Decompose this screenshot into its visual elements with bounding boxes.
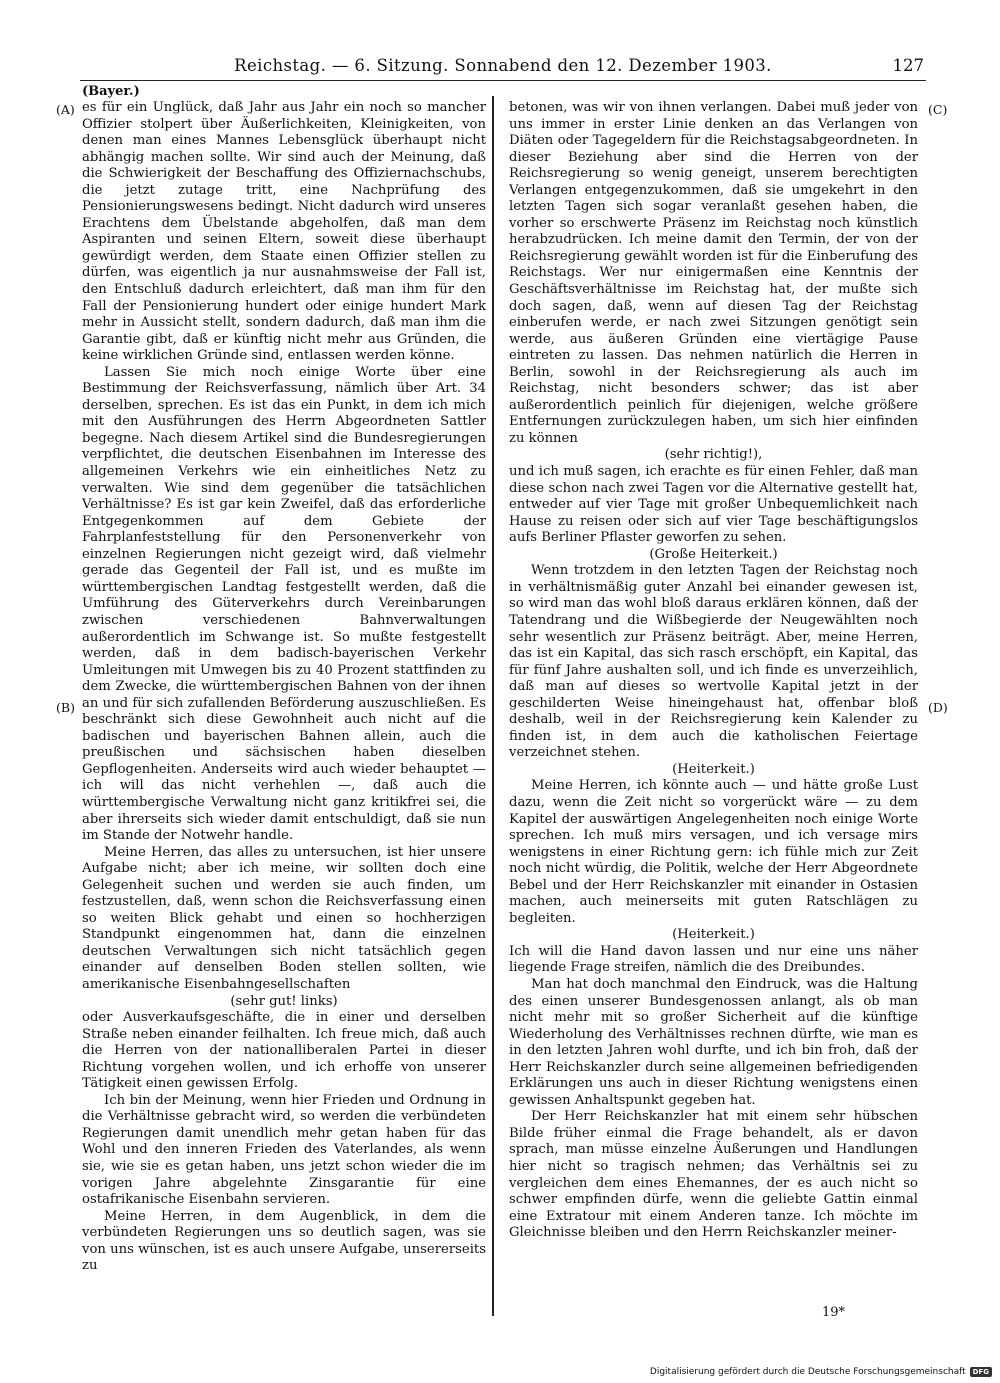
paragraph: Meine Herren, ich könnte auch — und hätte große Lust dazu, wenn die Zeit nicht so vorgerückt wäre — zu dem Kapitel der auswärtigen Angelegenheiten noch einige Worte sprechen. Ich muß mirs versagen, und ich versage mirs wenigstens in einer Richtung gern: ich fühle mich zur Zeit noch nicht würdig, die Politik, welche der Herr Abgeordnete Bebel und der Herr Reichskanzler mit einander in Ostasien machen, auch meinerseits mit guten Ratschlägen zu begleiten. [509,778,918,926]
paragraph: Ich bin der Meinung, wenn hier Frieden und Ordnung in die Verhältnisse gebracht wird, so werden die verbündeten Regierungen damit unendlich mehr getan haben für das Wohl und den inneren Frieden des Vaterlandes, als wenn sie, wie sie es getan haben, uns jetzt schon wieder die im vorigen Jahre abgelehnte Zinsgarantie für eine ostafrikanische Eisenbahn servieren. [82,1092,486,1208]
page-number: 127 [892,56,924,75]
paragraph: oder Ausverkaufsgeschäfte, die in einer und derselben Straße neben einander feilhalten. Ich freue mich, daß auch die Herren von der nationalliberalen Partei in dieser Richtung vorgehen wollen, und ich erhoffe von unserer Tätigkeit einen gewissen Erfolg. [82,1010,486,1092]
interjection: (Heiterkeit.) [672,927,755,943]
margin-mark-d: (D) [928,700,948,715]
margin-mark-b: (B) [56,700,75,715]
interjection: (sehr gut! links) [230,993,338,1009]
paragraph: Wenn trotzdem in den letzten Tagen der Reichstag noch in verhältnismäßig guter Anzahl bei einander gewesen ist, so wird man das wohl bloß daraus erklären können, daß der Tatendrang und die Wißbegierde der Neugewählten noch sehr wesentlich zur Präsenz beiträgt. Aber, meine Herren, das ist ein Kapital, das sich rasch erschöpft, ein Kapital, das für fünf Jahre aushalten soll, und ich finde es unverzeihlich, daß man auf dieses so wertvolle Kapital jetzt in der geschilderten Weise hineingehaust hat, offenbar bloß deshalb, weil in der Reichsregierung kein Kalender zu finden ist, in dem auch die katholischen Feiertage verzeichnet stehen. [509,563,918,761]
page-header [80,54,926,81]
paragraph: Der Herr Reichskanzler hat mit einem sehr hübschen Bilde früher einmal die Frage behandelt, als er davon sprach, man müsse einzelne Äußerungen und Handlungen hier nicht so tragisch nehmen; das Verhältnis sei zu vergleichen dem eines Ehemannes, der es auch nicht so schwer empfinden dürfe, wenn die geliebte Gattin einmal eine Extratour mit einem Anderen tanze. Ich möchte im Gleichnisse bleiben und den Herrn Reichskanzler meiner- [509,1109,918,1241]
paragraph: betonen, was wir von ihnen verlangen. Dabei muß jeder von uns immer in erster Linie denken an das Verlangen von Diäten oder Tagegeldern für die Reichstagsabgeordneten. In dieser Beziehung aber sind die Herren von der Reichsregierung so wenig geneigt, unserem berechtigten Verlangen entgegenzukommen, daß sie umgekehrt in den letzten Tagen sich sogar veranlaßt gesehen haben, die vorher so erschwerte Präsenz im Reichstag noch künstlich herabzudrücken. Ich meine damit den Termin, der von der Reichsregierung gewählt worden ist für die Einberufung des Reichstags. Wer nur einigermaßen eine Kenntnis der Geschäftsverhältnisse im Reichstag hat, der mußte sich doch sagen, daß, wenn auf diesen Tag der Reichstag einberufen werde, er nach zwei Sitzungen genötigt sein werde, aus äußeren Gründen eine viertägige Pause eintreten zu lassen. Das nehmen natürlich die Herren in Berlin, sowohl in der Reichsregierung als auch im Reichstag, nicht besonders schwer; das ist aber außerordentlich peinlich für diejenigen, welche größere Entfernungen zurückzulegen haben, um sich hier einfinden zu können [509,100,918,446]
signature-mark: 19* [822,1305,846,1320]
speaker-label: (Bayer.) [82,84,140,99]
paragraph: und ich muß sagen, ich erachte es für einen Fehler, daß man diese schon nach zwei Tagen vor die Alternative gestellt hat, entweder auf vier Tage mit großer Unbequemlichkeit nach Hause zu reisen oder sich auf vier Tage beschäftigungslos aufs Berliner Pflaster geworfen zu sehen. [509,464,918,546]
interjection: (Große Heiterkeit.) [649,546,778,562]
margin-mark-c: (C) [928,102,948,117]
margin-mark-a: (A) [56,102,75,117]
interjection: (Heiterkeit.) [672,761,755,777]
running-title: Reichstag. — 6. Sitzung. Sonnabend den 12. Dezember 1903. [234,56,772,75]
dfg-logo-icon: DFG [970,1367,992,1377]
column-divider [492,96,494,1316]
digitization-credit [650,1367,992,1377]
paragraph: Meine Herren, in dem Augenblick, in dem die verbündeten Regierungen uns so deutlich sagen, was sie von uns wünschen, ist es auch unsere Aufgabe, unsererseits zu [82,1208,486,1274]
credit-text: Digitalisierung gefördert durch die Deutsche Forschungsgemeinschaft [649,1367,966,1377]
paragraph: Meine Herren, das alles zu untersuchen, ist hier unsere Aufgabe nicht; aber ich meine, wir sollten doch eine Gelegenheit suchen und werden sie auch finden, um festzustellen, daß, wenn schon die Reichsverfassung einen so weiten Blick gehabt und einen so hochherzigen Standpunkt eingenommen hat, dann die einzelnen deutschen Verwaltungen sich nicht tatsächlich gegen einander auf denselben Boden stellen sollten, wie amerikanische Eisenbahngesellschaften [82,844,486,992]
paragraph: Man hat doch manchmal den Eindruck, was die Haltung des einen unserer Bundesgenossen anlangt, als ob man nicht mehr mit so großer Sicherheit auf die künftige Wiederholung des Verhältnisses rechnen dürfte, wie man es in den letzten Jahren wohl durfte, und ich bin froh, daß der Herr Reichskanzler durch seine allgemeinen befriedigenden Erklärungen uns auch in dieser Richtung wenigstens einen gewissen Anhaltspunkt gegeben hat. [509,976,918,1108]
right-column [509,100,918,1242]
paragraph: Ich will die Hand davon lassen und nur eine uns näher liegende Frage streifen, nämlich die des Dreibundes. [509,943,918,976]
paragraph: es für ein Unglück, daß Jahr aus Jahr ein noch so mancher Offizier stolpert über Äußerlichkeiten, Kleinigkeiten, von denen man eines Mannes Lebensglück überhaupt nicht abhängig machen sollte. Wir sind auch der Meinung, daß die Schwierigkeit der Beschaffung des Offiziernachschubs, die jetzt zutage tritt, eine Nachprüfung des Pensionierungswesens bedingt. Nicht dadurch wird unseres Erachtens dem Übelstande abgeholfen, daß man dem Aspiranten und seinen Eltern, soweit diese überhaupt gewürdigt werden, dem Staate einen Offizier stellen zu dürfen, was eigentlich ja nur ausnahmsweise der Fall ist, den Entschluß dadurch erleichtert, daß man ihm für den Fall der Pensionierung hundert oder einige hundert Mark mehr in Aussicht stellt, sondern dadurch, daß man ihm die Garantie gibt, daß er künftig nicht mehr aus Gründen, die keine wirklichen Gründe sind, entlassen werden könne. [82,100,486,364]
interjection: (sehr richtig!), [664,447,763,463]
left-column [82,100,486,1275]
paragraph: Lassen Sie mich noch einige Worte über eine Bestimmung der Reichsverfassung, nämlich über Art. 34 derselben, sprechen. Es ist das ein Punkt, in dem ich mich mit den Ausführungen des Herrn Abgeordneten Sattler begegne. Nach diesem Artikel sind die Bundesregierungen verpflichtet, die deutschen Eisenbahnen im Interesse des allgemeinen Verkehrs wie ein einheitliches Netz zu verwalten. Wie sind dem gegenüber die tatsächlichen Verhältnisse? Es ist gar kein Zweifel, daß das erforderliche Entgegenkommen auf dem Gebiete der Fahrplanfeststellung für den Personenverkehr von einzelnen Regierungen nicht gezeigt wird, daß vielmehr gerade das Gegenteil der Fall ist, und es mußte im württembergischen Landtag festgestellt werden, daß die Umführung des Güterverkehrs durch Vereinbarungen zwischen verschiedenen Bahnverwaltungen außerordentlich im Schwange ist. So mußte festgestellt werden, daß in dem badisch-bayerischen Verkehr Umleitungen mit Umwegen bis zu 40 Prozent stattfinden zu dem Zwecke, die württembergischen Bahnen von der ihnen an und für sich zufallenden Beförderung auszuschließen. Es beschränkt sich diese Gewohnheit auch nicht auf die badischen und bayerischen Bahnen allein, auch die preußischen und sächsischen haben dieselben Gepflogenheiten. Anderseits wird auch wieder behauptet — ich will das nicht verhehlen —, daß auch die württembergische Verwaltung nicht ganz kritikfrei sei, die aber ihrerseits sich wieder damit entschuldigt, daß sie nun im Stande der Notwehr handle. [82,364,486,844]
